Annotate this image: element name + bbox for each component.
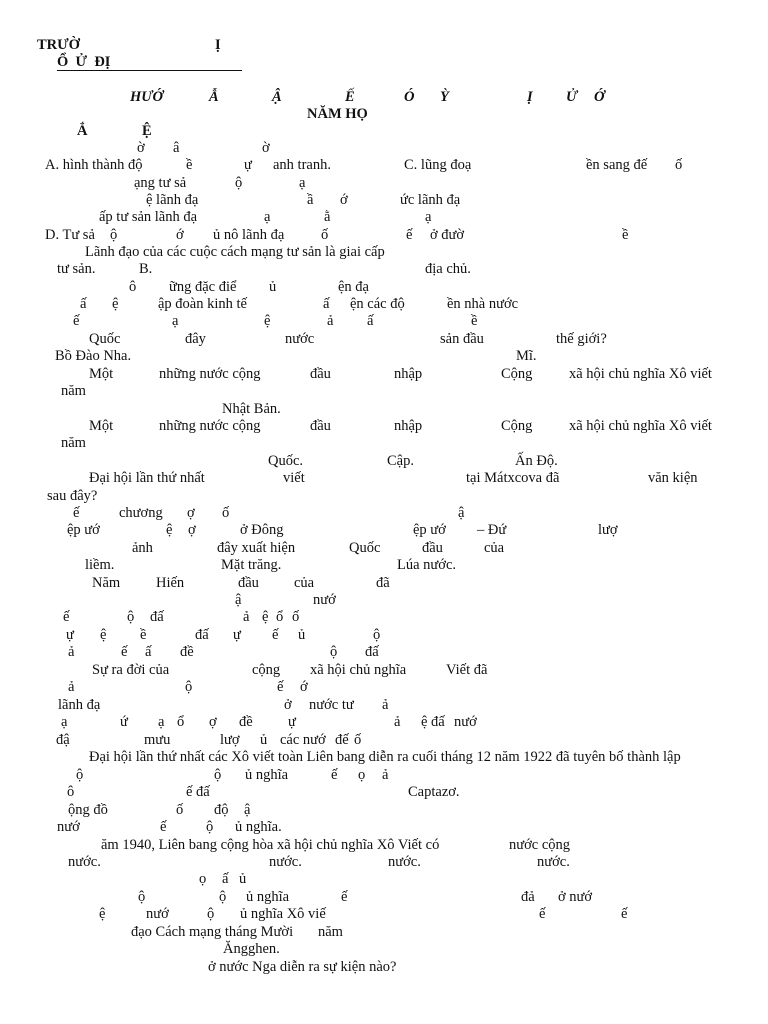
text-fragment: nước tư (309, 697, 354, 713)
text-fragment: ệ (262, 609, 269, 625)
text-fragment: Ấn Độ. (515, 453, 558, 469)
department-name: Ổ Ử ĐỊ (57, 54, 111, 70)
text-fragment: ế (331, 767, 338, 783)
text-fragment: ập đoàn kinh tế (158, 296, 247, 312)
text-fragment: Cộng (501, 418, 533, 434)
text-fragment: ề (186, 157, 193, 173)
text-fragment: ọ (358, 767, 366, 783)
text-fragment: Quốc (349, 540, 381, 556)
text-fragment: ấ (80, 296, 87, 312)
text-fragment: ệ (166, 522, 173, 538)
text-fragment: xã hội chủ nghĩa Xô viết (569, 418, 712, 434)
text-line (0, 713, 768, 731)
text-fragment: C. lũng đoạ (404, 157, 472, 173)
text-fragment: Hiến (156, 575, 185, 591)
text-fragment: cộng (252, 662, 281, 678)
text-fragment: ứ (120, 714, 128, 730)
text-fragment: ệ (112, 296, 119, 312)
text-fragment: ệ (264, 313, 271, 329)
text-fragment: ề (622, 227, 629, 243)
text-fragment: ờ (137, 140, 145, 156)
text-fragment: nướ (313, 592, 336, 608)
text-fragment: chương (119, 505, 163, 521)
text-fragment: đế (335, 732, 349, 748)
text-fragment: lượ (220, 732, 240, 748)
text-fragment: xã hội chủ nghĩa Xô viết (569, 366, 712, 382)
text-fragment: ế (121, 644, 128, 660)
text-fragment: ộ (206, 819, 214, 835)
text-fragment: năm (318, 924, 343, 940)
text-fragment: ủ nô lãnh đạ (213, 227, 285, 243)
text-fragment: Một (89, 418, 114, 434)
text-fragment: ộng đồ (68, 802, 108, 818)
text-line (0, 643, 768, 661)
text-fragment: văn kiện (648, 470, 698, 486)
text-fragment: ở nước Nga diễn ra sự kiện nào? (208, 959, 397, 975)
text-fragment: ạ (158, 714, 165, 730)
text-fragment: ả (68, 644, 75, 660)
text-line (0, 905, 768, 923)
text-fragment: những nước cộng (159, 366, 261, 382)
text-fragment: nướ (146, 906, 169, 922)
text-fragment: ề (140, 627, 147, 643)
section-heading (0, 122, 768, 140)
text-fragment: ợ (188, 522, 196, 538)
text-fragment: ạ (264, 209, 271, 225)
text-fragment: Năm (92, 575, 121, 591)
text-fragment: ế (277, 679, 284, 695)
text-fragment: ả (68, 679, 75, 695)
text-fragment: ộ (127, 609, 135, 625)
text-fragment: nước. (68, 854, 101, 870)
text-fragment: ố (675, 157, 683, 173)
text-fragment: ổ (276, 609, 284, 625)
text-fragment: ộ (110, 227, 118, 243)
text-fragment: ô (129, 279, 137, 295)
text-fragment: Ăngghen. (223, 941, 280, 957)
text-fragment: ủ nghĩa (246, 889, 290, 905)
text-line (0, 836, 768, 854)
text-fragment: ệ đấ (421, 714, 445, 730)
text-line (0, 574, 768, 592)
text-line (0, 504, 768, 522)
text-fragment: ế (63, 609, 70, 625)
text-fragment: ảnh (132, 540, 153, 556)
text-fragment: địa chủ. (425, 261, 471, 277)
text-fragment: đả (521, 889, 535, 905)
text-fragment: nướ (454, 714, 477, 730)
text-fragment: ộ (330, 644, 338, 660)
text-line (0, 818, 768, 836)
text-fragment: ổ (177, 714, 185, 730)
text-fragment: ức lãnh đạ (400, 192, 461, 208)
text-fragment: ả (243, 609, 250, 625)
text-fragment: liềm. (85, 557, 115, 573)
text-line (0, 783, 768, 801)
text-fragment: nước. (269, 854, 302, 870)
header-underline (57, 70, 242, 71)
text-line (0, 400, 768, 418)
text-line (0, 678, 768, 696)
text-fragment: ạ (425, 209, 432, 225)
text-fragment: ền sang đế (586, 157, 648, 173)
text-line (0, 556, 768, 574)
text-fragment: ở nướ (558, 889, 593, 905)
text-fragment: ộ (219, 889, 227, 905)
text-fragment: D. Tư sả (45, 227, 95, 243)
text-fragment: đây (185, 331, 206, 347)
text-fragment: ủ (269, 279, 277, 295)
school-name-start: TRƯỜ (37, 37, 80, 53)
text-line (0, 626, 768, 644)
text-fragment: ợ (209, 714, 217, 730)
text-fragment: A. hình thành độ (45, 157, 143, 173)
text-fragment: Mĩ. (516, 348, 537, 364)
text-line (0, 539, 768, 557)
text-fragment: viết (283, 470, 305, 486)
text-fragment: ớ (300, 679, 308, 695)
text-fragment: nước (285, 331, 315, 347)
text-fragment: những nước cộng (159, 418, 261, 434)
text-fragment: nhập (394, 366, 423, 382)
text-line (0, 487, 768, 505)
text-line (0, 801, 768, 819)
text-fragment: ủ (239, 871, 247, 887)
title-part: Ẫ (209, 89, 219, 105)
text-line (0, 330, 768, 348)
text-fragment: ả (394, 714, 401, 730)
text-line (0, 417, 768, 435)
text-fragment: B. (139, 261, 153, 277)
text-fragment: ả (327, 313, 334, 329)
text-fragment: ộ (185, 679, 193, 695)
text-line (0, 174, 768, 192)
text-fragment: đã (376, 575, 390, 591)
text-line (0, 208, 768, 226)
text-fragment: nước cộng (509, 837, 571, 853)
text-fragment: ấp tư sản lãnh đạ (99, 209, 198, 225)
text-fragment: ế (341, 889, 348, 905)
text-fragment: Lúa nước. (397, 557, 457, 573)
text-fragment: ằ (324, 209, 331, 225)
title-part: Ị (527, 89, 533, 105)
text-fragment: ủ nghĩa. (235, 819, 282, 835)
text-line (0, 139, 768, 157)
text-fragment: ế (73, 505, 80, 521)
department (0, 53, 768, 71)
text-fragment: ớ (176, 227, 184, 243)
text-fragment: sau đây? (47, 488, 98, 504)
text-line (0, 591, 768, 609)
text-fragment: Cập. (387, 453, 414, 469)
text-line (0, 347, 768, 365)
text-line (0, 888, 768, 906)
text-fragment: â (173, 140, 180, 156)
text-fragment: ờ (262, 140, 270, 156)
text-fragment: nhập (394, 418, 423, 434)
title-part: HƯỚ (130, 89, 163, 105)
exam-title (0, 88, 768, 106)
text-fragment: ậ (244, 802, 251, 818)
text-fragment: ạ (299, 175, 306, 191)
text-line (0, 226, 768, 244)
text-fragment: ô (67, 784, 75, 800)
text-fragment: đầu (238, 575, 259, 591)
text-fragment: ợ (187, 505, 195, 521)
text-line (0, 295, 768, 313)
text-line (0, 434, 768, 452)
text-line (0, 661, 768, 679)
text-fragment: ở đườ (430, 227, 465, 243)
title-part: Ớ (594, 89, 605, 105)
text-fragment: ậ (235, 592, 242, 608)
text-line (0, 260, 768, 278)
text-fragment: đấ (365, 644, 379, 660)
text-fragment: anh tranh. (273, 157, 331, 173)
text-fragment: Một (89, 366, 114, 382)
text-line (0, 243, 768, 261)
text-fragment: ố (292, 609, 300, 625)
text-line (0, 278, 768, 296)
text-fragment: Đại hội lần thứ nhất các Xô viết toàn Liên bang diễn ra cuối tháng 12 năm 1922 đã tuyên bố thành lập (89, 749, 681, 765)
section-part: Ệ (142, 123, 152, 139)
text-line (0, 608, 768, 626)
text-fragment: đạo Cách mạng tháng Mười (131, 924, 294, 940)
text-line (0, 469, 768, 487)
text-line (0, 870, 768, 888)
school-name (0, 36, 768, 54)
text-fragment: ủ (260, 732, 268, 748)
text-fragment: nướ (57, 819, 80, 835)
text-fragment: đậ (56, 732, 70, 748)
title-part: Ử (566, 89, 578, 105)
text-fragment: Mặt trăng. (221, 557, 282, 573)
title-part: Ậ (272, 89, 282, 105)
text-fragment: ộ (235, 175, 243, 191)
text-fragment: lãnh đạ (58, 697, 101, 713)
text-fragment: – Đứ (477, 522, 507, 538)
text-line (0, 365, 768, 383)
text-fragment: ăm 1940, Liên bang cộng hòa xã hội chủ nghĩa Xô Viết có (101, 837, 440, 853)
text-fragment: tại Mátxcova đã (466, 470, 560, 486)
text-fragment: ự (66, 627, 74, 643)
text-fragment: ế đấ (186, 784, 210, 800)
text-fragment: Bồ Đào Nha. (55, 348, 132, 364)
text-fragment: ế (621, 906, 628, 922)
text-fragment: độ (214, 802, 229, 818)
text-line (0, 731, 768, 749)
text-fragment: nước. (537, 854, 570, 870)
text-fragment: ạ (172, 313, 179, 329)
text-line (0, 940, 768, 958)
text-line (0, 156, 768, 174)
text-fragment: ự (244, 157, 252, 173)
title-part: Ế (345, 89, 355, 105)
text-fragment: lượ (598, 522, 618, 538)
text-fragment: ạ (61, 714, 68, 730)
text-fragment: ủ nghĩa (245, 767, 289, 783)
text-fragment: ố (354, 732, 362, 748)
text-fragment: Sự ra đời của (92, 662, 170, 678)
text-fragment: ộ (214, 767, 222, 783)
text-fragment: ự (288, 714, 296, 730)
text-fragment: ả (382, 697, 389, 713)
text-fragment: đấ (195, 627, 209, 643)
text-fragment: ệ (100, 627, 107, 643)
text-fragment: ủ (298, 627, 306, 643)
text-line (0, 452, 768, 470)
text-fragment: Nhật Bản. (222, 401, 281, 417)
text-fragment: các nướ (280, 732, 326, 748)
text-fragment: ầ (307, 192, 314, 208)
text-fragment: đầu (422, 540, 443, 556)
school-name-end: Ị (215, 37, 221, 53)
text-fragment: của (294, 575, 315, 591)
text-fragment: năm (61, 435, 86, 451)
text-fragment: ấ (145, 644, 152, 660)
text-fragment: ện các độ (350, 296, 405, 312)
text-line (0, 696, 768, 714)
text-fragment: ạng tư sả (134, 175, 187, 191)
text-line (0, 312, 768, 330)
text-fragment: Quốc (89, 331, 121, 347)
text-fragment: ề (471, 313, 478, 329)
text-fragment: ấ (222, 871, 229, 887)
text-fragment: ố (176, 802, 184, 818)
text-fragment: tư sản. (57, 261, 96, 277)
text-fragment: ố (321, 227, 329, 243)
text-fragment: ện đạ (338, 279, 369, 295)
text-fragment: sản đầu (440, 331, 484, 347)
text-fragment: Captazơ. (408, 784, 460, 800)
text-line (0, 382, 768, 400)
text-fragment: nước. (388, 854, 421, 870)
text-line (0, 748, 768, 766)
text-fragment: ế (73, 313, 80, 329)
text-fragment: năm (61, 383, 86, 399)
title-part: Ỳ (440, 89, 449, 105)
text-fragment: ền nhà nước (447, 296, 519, 312)
text-fragment: đầu (310, 418, 331, 434)
text-line (0, 853, 768, 871)
text-fragment: ệ lãnh đạ (146, 192, 199, 208)
title-part: Ó (404, 89, 415, 105)
text-fragment: Cộng (501, 366, 533, 382)
text-fragment: ự (233, 627, 241, 643)
text-fragment: ệp ướ (413, 522, 446, 538)
text-fragment: ở Đông (240, 522, 284, 538)
text-line (0, 958, 768, 976)
text-fragment: ấ (323, 296, 330, 312)
text-line (0, 191, 768, 209)
text-fragment: ọ (199, 871, 207, 887)
text-fragment: ậ (458, 505, 465, 521)
text-fragment: đề (239, 714, 253, 730)
text-line (0, 766, 768, 784)
text-fragment: xã hội chủ nghĩa (310, 662, 407, 678)
text-fragment: ế (539, 906, 546, 922)
text-fragment: Đại hội lần thứ nhất (89, 470, 205, 486)
text-line (0, 521, 768, 539)
text-fragment: đề (180, 644, 194, 660)
text-fragment: ế (406, 227, 413, 243)
text-fragment: ế (160, 819, 167, 835)
text-fragment: thế giới? (556, 331, 607, 347)
text-fragment: ở (284, 697, 292, 713)
text-fragment: Viết đã (446, 662, 488, 678)
text-fragment: ế (272, 627, 279, 643)
text-fragment: ộ (207, 906, 215, 922)
text-fragment: ấ (367, 313, 374, 329)
text-fragment: đây xuất hiện (217, 540, 296, 556)
text-fragment: ững đặc điể (169, 279, 237, 295)
text-fragment: ộ (373, 627, 381, 643)
year-label: NĂM HỌ (307, 106, 368, 122)
text-fragment: ệp ướ (67, 522, 100, 538)
text-fragment: mưu (144, 732, 171, 748)
text-fragment: ệ (99, 906, 106, 922)
text-fragment: ộ (138, 889, 146, 905)
text-fragment: đấ (150, 609, 164, 625)
text-fragment: Lãnh đạo của các cuộc cách mạng tư sản là giai cấp (85, 244, 385, 260)
exam-year (0, 105, 768, 123)
text-line (0, 923, 768, 941)
text-fragment: ả (382, 767, 389, 783)
section-part: Ắ (77, 123, 88, 139)
text-fragment: ớ (340, 192, 348, 208)
text-fragment: ủ nghĩa Xô viế (240, 906, 326, 922)
text-fragment: của (484, 540, 505, 556)
text-fragment: ố (222, 505, 230, 521)
text-fragment: Quốc. (268, 453, 304, 469)
text-fragment: ộ (76, 767, 84, 783)
text-fragment: đầu (310, 366, 331, 382)
